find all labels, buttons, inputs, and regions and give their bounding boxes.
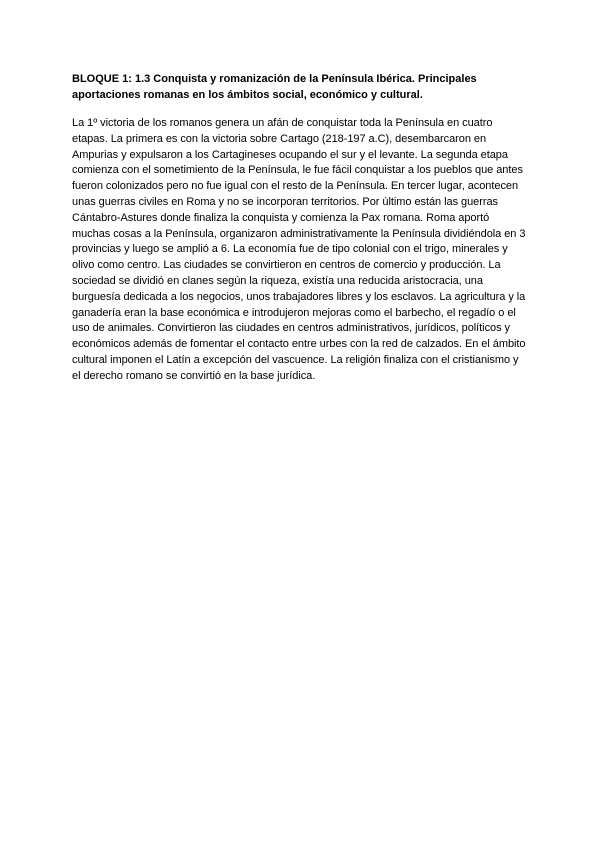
document-body-paragraph: La 1º victoria de los romanos genera un afán de conquistar toda la Península en cuatro etapas. La primera es con la victoria sobre Cartago (218-197 a.C), desembarcaron en Ampurias y expulsaron a los Cartagineses ocupando el sur y el levante. La segunda etapa comienza con el sometimiento de la Península, le fue fácil conquistar a los pueblos que antes fueron colonizados pero no fue igual con el resto de la Península. En tercer lugar, acontecen unas guerras civiles en Roma y no se incorporan territorios. Por último están las guerras Cántabro-Astures donde finaliza la conquista y comienza la Pax romana. Roma aportó muchas cosas a la Península, organizaron administrativamente la Península dividiéndola en 3 provincias y luego se amplió a 6. La economía fue de tipo colonial con el trigo, minerales y olivo como centro. Las ciudades se convirtieron en centros de comercio y producción. La sociedad se dividió en clanes según la riqueza, existía una reducida aristocracia, una burguesía dedicada a los negocios, unos trabajadores libres y los esclavos. La agricultura y la ganadería eran la base económica e introdujeron mejoras como el barbecho, el regadío o el uso de animales. Convirtieron las ciudades en centros administrativos, jurídicos, políticos y económicos además de fomentar el contacto entre urbes con la red de calzados. En el ámbito cultural imponen el Latín a excepción del vascuence. La religión finaliza con el cristianismo y el derecho romano se convirtió en la base jurídica.: [72, 117, 526, 382]
document-heading: BLOQUE 1: 1.3 Conquista y romanización de la Península Ibérica. Principales aportaciones romanas en los ámbitos social, económico y cultural.: [72, 73, 477, 101]
document-content: [72, 72, 528, 385]
